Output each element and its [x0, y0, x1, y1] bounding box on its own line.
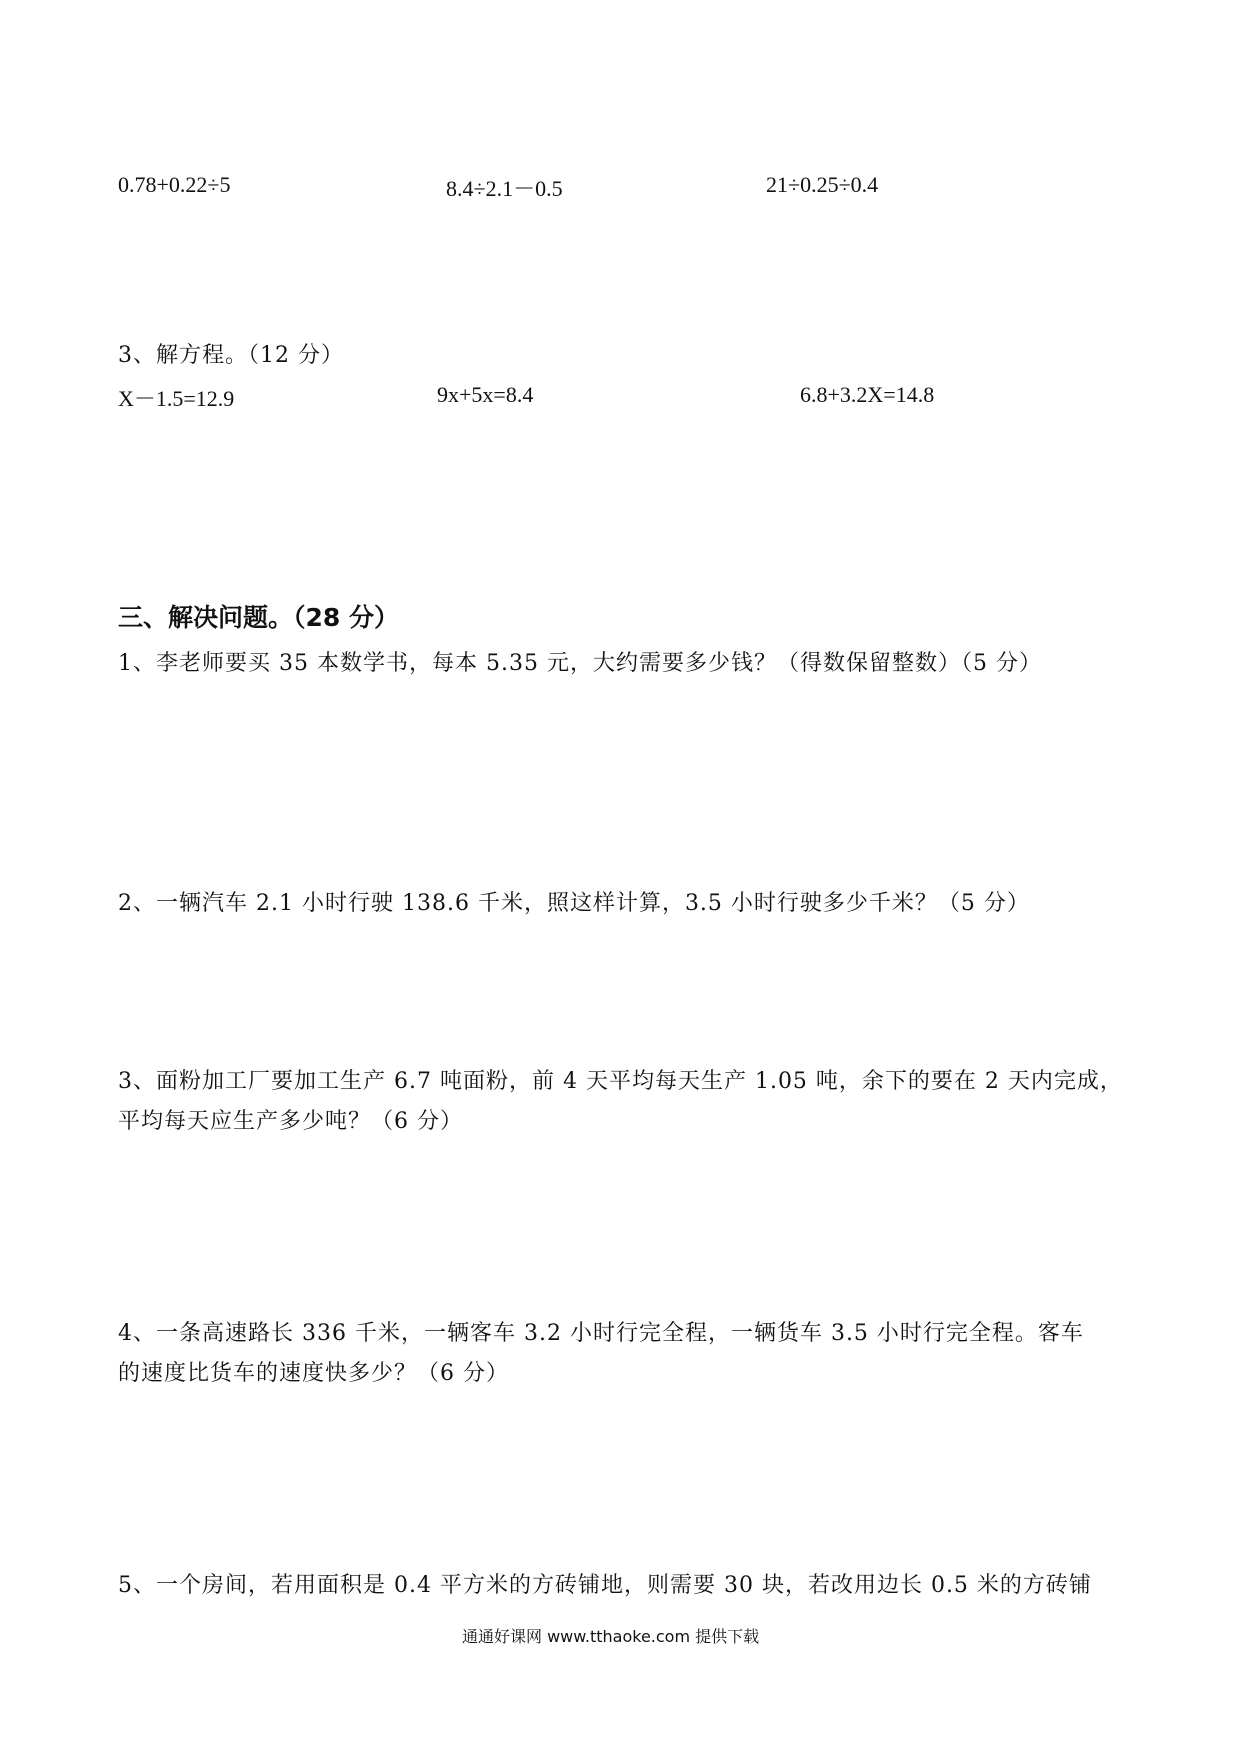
equation-3: 6.8+3.2X=14.8	[800, 382, 935, 407]
footer-credit: 通通好课网 www.tthaoke.com 提供下载	[462, 1627, 760, 1646]
question-2: 2、一辆汽车 2.1 小时行驶 138.6 千米，照这样计算，3.5 小时行驶多少千米？（5 分）	[118, 891, 1030, 916]
question-3-line-2: 平均每天应生产多少吨？（6 分）	[118, 1109, 463, 1134]
equations-title: 3、解方程。（12 分）	[118, 343, 344, 368]
calc-expression-1: 0.78+0.22÷5	[118, 172, 231, 197]
calc-expression-2: 8.4÷2.1－0.5	[446, 176, 563, 201]
question-1: 1、李老师要买 35 本数学书，每本 5.35 元，大约需要多少钱？（得数保留整数）（5 分）	[118, 651, 1042, 676]
question-5-line-1: 5、一个房间，若用面积是 0.4 平方米的方砖铺地，则需要 30 块，若改用边长 0.5 米的方砖铺	[118, 1573, 1092, 1598]
question-3-line-1: 3、面粉加工厂要加工生产 6.7 吨面粉，前 4 天平均每天生产 1.05 吨，余下的要在 2 天内完成，	[118, 1069, 1123, 1094]
equation-2: 9x+5x=8.4	[437, 382, 534, 407]
equation-1: X－1.5=12.9	[118, 386, 235, 411]
question-4-line-1: 4、一条高速路长 336 千米，一辆客车 3.2 小时行完全程，一辆货车 3.5 小时行完全程。客车	[118, 1321, 1084, 1346]
calc-expression-3: 21÷0.25÷0.4	[766, 172, 879, 197]
question-4-line-2: 的速度比货车的速度快多少？（6 分）	[118, 1361, 509, 1386]
section-3-heading: 三、解决问题。（28 分）	[118, 603, 399, 632]
